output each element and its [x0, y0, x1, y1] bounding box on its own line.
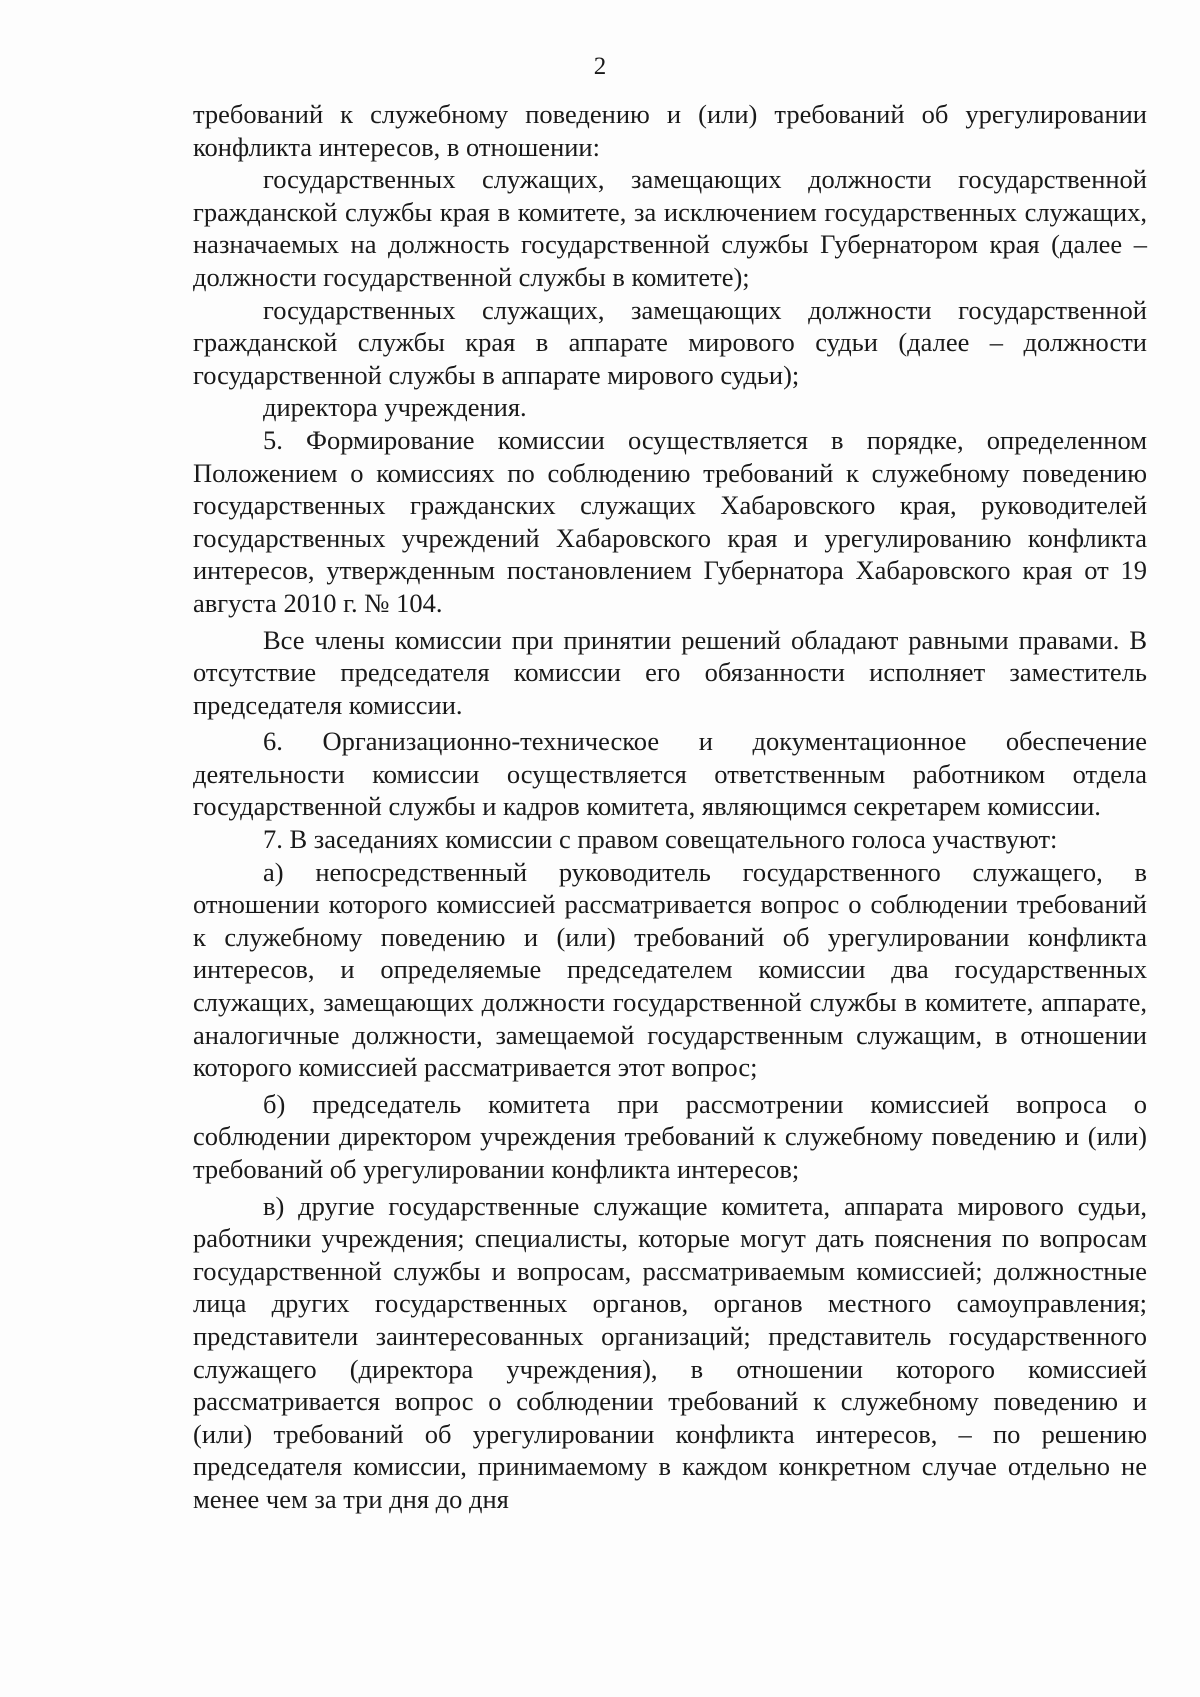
paragraph-committee-servants: государственных служащих, замещающих должности государственной гражданской службы края в комитете, за исключением государственных служащих, назначаемых на должность государственной службы Губернатором края (далее – должности государственной службы в комитете); — [193, 164, 1147, 292]
paragraph-item-7: 7. В заседаниях комиссии с правом совещательного голоса участвуют: — [263, 824, 1058, 855]
paragraph-continuation: требований к служебному поведению и (или) требований об урегулировании конфликта интересов, в отношении: — [193, 99, 1147, 162]
paragraph-item-5: 5. Формирование комиссии осуществляется в порядке, определенном Положением о комиссиях по соблюдению требований к служебному поведению государственных гражданских служащих Хабаровского края, руководителей государственных учреждений Хабаровского края и урегулированию конфликта интересов, утвержденным постановлением Губернатора Хабаровского края от 19 августа 2010 г. № 104. — [193, 424, 1147, 618]
paragraph-item-7a: а) непосредственный руководитель государственного служащего, в отношении которого комиссией рассматривается вопрос о соблюдении требований к служебному поведению и (или) требований об урегулировании конфликта интересов, и определяемые председателем комиссии два государственных служащих, замещающих должности государственной службы в комитете, аппарате, аналогичные должности, замещаемой государственным служащим, в отношении которого комиссией рассматривается этот вопрос; — [193, 856, 1147, 1083]
paragraph-item-7v: в) другие государственные служащие комитета, аппарата мирового судьи, работники учреждения; специалисты, которые могут дать пояснения по вопросам государственной службы и вопросам, рассматриваемым комиссией; должностные лица других государственных органов, органов местного самоуправления; представители заинтересованных организаций; представитель государственного служащего (директора учреждения), в отношении которого комиссией рассматривается вопрос о соблюдении требований к служебному поведению и (или) требований об урегулировании конфликта интересов, – по решению председателя комиссии, принимаемому в каждом конкретном случае отдельно не менее чем за три дня до дня — [193, 1190, 1147, 1514]
paragraph-item-6: 6. Организационно-техническое и документационное обеспечение деятельности комиссии осуществляется ответственным работником отдела государственной службы и кадров комитета, являющимся секретарем комиссии. — [193, 726, 1147, 822]
paragraph-judge-apparatus-servants: государственных служащих, замещающих должности государственной гражданской службы края в аппарате мирового судьи (далее – должности государственной службы в аппарате мирового судьи); — [193, 294, 1147, 390]
page-number: 2 — [593, 53, 607, 80]
document-body — [193, 98, 1147, 1516]
paragraph-equal-rights: Все члены комиссии при принятии решений обладают равными правами. В отсутствие председателя комиссии его обязанности исполняет заместитель председателя комиссии. — [193, 624, 1147, 720]
paragraph-item-7b: б) председатель комитета при рассмотрении комиссией вопроса о соблюдении директором учреждения требований к служебному поведению и (или) требований об урегулировании конфликта интересов; — [193, 1088, 1147, 1184]
paragraph-institution-director: директора учреждения. — [263, 392, 527, 423]
